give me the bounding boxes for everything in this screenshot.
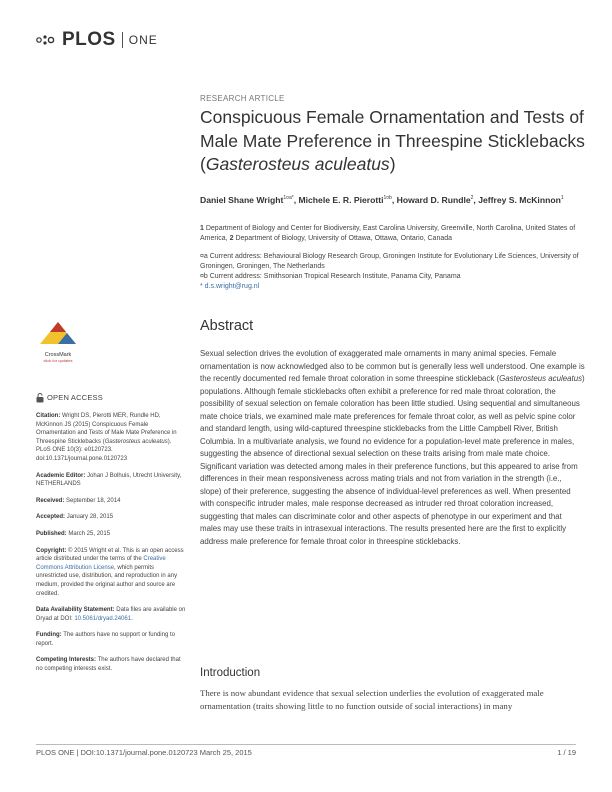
copyright-block (36, 547, 186, 599)
published-label: Published: (36, 530, 67, 537)
copyright-text-post: , which permits unrestricted use, distribution, and reproduction in any medium, provided the original author and source are credited. (36, 564, 178, 597)
data-availability-block (36, 606, 186, 623)
article-title (200, 106, 590, 177)
title-species: Gasterosteus aculeatus (205, 154, 390, 174)
open-access-badge (36, 393, 186, 403)
received-label: Received: (36, 497, 65, 504)
competing-interests-label: Competing Interests: (36, 657, 97, 664)
plos-one-logo[interactable] (36, 30, 158, 50)
affiliation-2-number: 2 (229, 235, 234, 242)
received-value: September 18, 2014 (66, 497, 121, 504)
title-end: ) (389, 154, 396, 174)
author-pierotti[interactable]: Michele E. R. Pierotti (298, 194, 384, 205)
abstract-part-2: ) populations. Although female sticklebacks often exhibit a preference for red male throat coloration, the possibility of sexual selection on female coloration has been little studied. Using sequential and simultaneous mate choice trials, we examined male mate preferences for female throat color, as well as pelvic spine color and standard length, using wild-captured threespine sticklebacks from the Little Campbell River, British Columbia. In a multivariate analysis, we found no evidence for a population-level mate preference in males, suggesting the absence of directional sexual selection on these traits arising from male mate choice. Significant variation was detected among males in their preference functions, but this appeared to arise from differences in their mean responsiveness across mating trials and not from variation in the strength (i.e., slope) of their preference, suggesting the absence of individual-level preferences as well. When presented with conspecific intruder males, male response decreased as intruder red throat coloration increased, suggesting that males can discriminate color and other aspects of phenotype in our experiment and that males may use these traits in intrasexual interactions. The results presented here are the first to explicitly address male preference for female throat color in threespine sticklebacks. (200, 374, 585, 546)
open-access-label: OPEN ACCESS (47, 392, 103, 402)
abstract-text (200, 348, 585, 548)
author-mckinnon-sup: 1 (560, 195, 564, 201)
correspondence-email[interactable]: * d.s.wright@rug.nl (200, 283, 260, 290)
author-rundle[interactable]: Howard D. Rundle (396, 194, 471, 205)
copyright-text-pre: © 2015 Wright et al. This is an open access article distributed under the terms of the (36, 547, 184, 563)
introduction-text: There is now abundant evidence that sexual selection underlies the evolution of exaggerated male ornamentation (traits showing little to no function outside of social interactions) in many (200, 688, 544, 711)
dryad-doi-link[interactable]: 10.5061/dryad.24061 (74, 615, 132, 622)
copyright-label: Copyright: (36, 547, 67, 554)
title-main: Conspicuous Female Ornamentation and Tests of Male Mate Preference in Threespine Sticklebacks ( (200, 107, 585, 174)
article-type: RESEARCH ARTICLE (200, 94, 285, 103)
abstract-heading: Abstract (200, 318, 254, 334)
footer-citation: PLOS ONE | DOI:10.1371/journal.pone.0120723 March 25, 2015 (36, 748, 252, 757)
editor-label: Academic Editor: (36, 472, 86, 479)
data-availability-post: . (131, 615, 133, 622)
crossmark-sub: click for updates (43, 358, 73, 363)
citation-text-pre: Wright DS, Pierotti MER, Rundle HD, McKinnon JS (2015) Conspicuous Female Ornamentation and Tests of Male Mate Preference in Threespine Sticklebacks ( (36, 413, 177, 445)
logo-separator (122, 32, 123, 48)
current-address-b: ¤b Current address: Smithsonian Tropical Research Institute, Panama City, Panama (200, 273, 461, 280)
article-info-sidebar (36, 393, 186, 682)
author-pierotti-sup: 1¤b (383, 195, 392, 201)
logo-journal-text: ONE (128, 33, 158, 47)
citation-species: Gasterosteus aculeatus (104, 438, 168, 445)
data-availability-label: Data Availability Statement: (36, 607, 115, 614)
crossmark-badge[interactable] (36, 320, 80, 363)
funding-value: The authors have no support or funding to report. (36, 632, 175, 647)
author-mckinnon[interactable]: Jeffrey S. McKinnon (478, 194, 561, 205)
data-availability-pre: Data files are available on Dryad at DOI: (36, 607, 186, 622)
author-wright-star: * (291, 195, 294, 201)
logo-dots-icon (36, 33, 58, 47)
citation-label: Citation: (36, 413, 61, 419)
editor-value: Johan J Bolhuis, Utrecht University, NETHERLANDS (36, 472, 182, 488)
affiliation-2-text: Department of Biology, University of Ottawa, Ottawa, Ontario, Canada (235, 235, 453, 242)
received-block (36, 497, 186, 506)
abstract-species: Gasterosteus aculeatus (499, 374, 583, 383)
competing-interests-block (36, 656, 186, 673)
accepted-label: Accepted: (36, 514, 66, 521)
current-address-a: ¤a Current address: Behavioural Biology Research Group, Groningen Institute for Evolutionary Life Sciences, University of Groningen, Groningen, The Netherlands (200, 253, 579, 270)
published-value: March 25, 2015 (68, 530, 111, 537)
funding-label: Funding: (36, 632, 62, 639)
author-list: Daniel Shane Wright$^{1¤a*}$, Michele E. R. Pierotti$^{1¤b}$, Howard D. Rundle$^2$, Jeffrey S. McKinnon$^1$ (200, 194, 564, 205)
accepted-value: January 28, 2015 (66, 514, 114, 521)
logo-plos-text: PLOS (62, 29, 116, 50)
introduction-heading: Introduction (200, 667, 261, 679)
abstract-part-1: Sexual selection drives the evolution of exaggerated male ornaments in many animal species. Female ornamentation is now acknowledged also to be common but is generally less well understood. One example is the recently documented red female throat coloration in some threespine stickleback ( (200, 349, 585, 383)
crossmark-label: CrossMark (44, 352, 72, 358)
crossmark-icon (36, 320, 80, 346)
citation-text-post: ). PLoS ONE 10(3): e0120723. doi:10.1371/journal.pone.0120723 (36, 438, 172, 462)
affiliation-1-number: 1 (200, 225, 204, 232)
editor-block (36, 472, 186, 489)
competing-interests-value: The authors have declared that no competing interests exist. (36, 657, 181, 673)
author-wright-sup: 1¤a (283, 195, 292, 201)
author-wright[interactable]: Daniel Shane Wright (200, 194, 284, 205)
open-lock-icon (36, 393, 44, 403)
accepted-block (36, 513, 186, 522)
footer-divider (36, 744, 576, 745)
cc-license-link[interactable]: Creative Commons Attribution License (36, 556, 166, 571)
funding-block (36, 631, 186, 648)
affiliations (200, 224, 585, 244)
affiliation-1-text: Department of Biology and Center for Biodiversity, East Carolina University, Greenville, North Carolina, United States of America, (200, 225, 576, 242)
citation-block (36, 412, 186, 464)
page-number: 1 / 19 (557, 748, 576, 757)
published-block (36, 530, 186, 539)
author-rundle-sup: 2 (470, 195, 474, 201)
current-addresses (200, 252, 585, 282)
